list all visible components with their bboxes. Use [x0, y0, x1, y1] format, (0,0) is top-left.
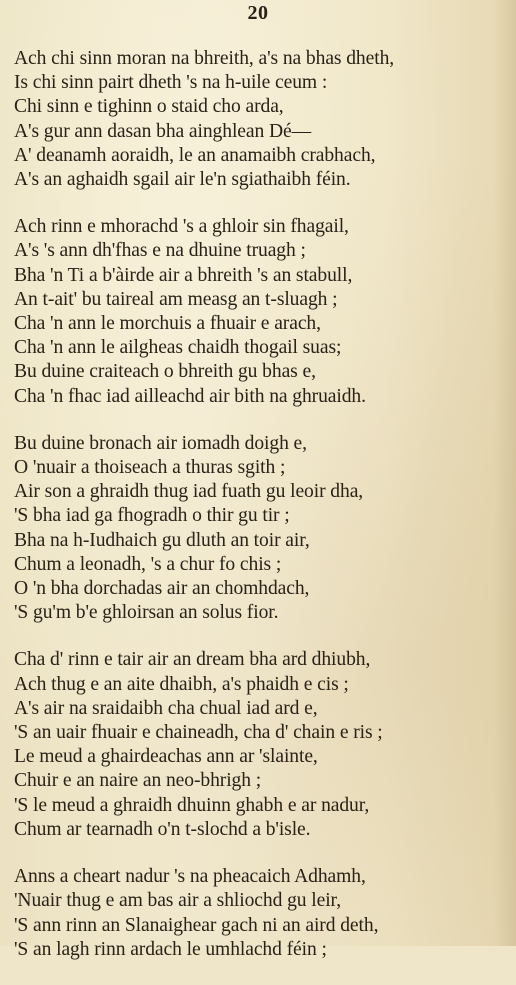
verse-line: A's 's ann dh'fhas e na dhuine truagh ;	[14, 240, 306, 262]
verse-line: 'S bha iad ga fhogradh o thir gu tir ;	[14, 505, 290, 527]
verse-line: 'S an lagh rinn ardach le umhlachd féin ;	[14, 938, 327, 960]
verse-line: Chuir e an naire an neo-bhrigh ;	[14, 770, 262, 792]
verse-line: Ach thug e an aite dhaibh, a's phaidh e cis ;	[14, 673, 349, 695]
verse-line: Cha 'n fhac iad ailleachd air bith na ghruaidh.	[14, 385, 366, 407]
stanza-2	[14, 215, 512, 409]
verse-line: An t-ait' bu taireal am measg an t-sluagh ;	[14, 288, 338, 310]
verse-line: A' deanamh aoraidh, le an anamaibh crabhach,	[14, 144, 376, 166]
verse-line: 'S le meud a ghraidh dhuinn ghabh e ar nadur,	[14, 794, 370, 816]
stanza-5	[14, 865, 512, 962]
verse-line: Chi sinn e tighinn o staid cho arda,	[14, 96, 284, 118]
verse-line: Bha na h-Iudhaich gu dluth an toir air,	[14, 529, 310, 551]
page-number: 20	[247, 2, 269, 24]
verse-line: Cha 'n ann le ailgheas chaidh thogail suas;	[14, 337, 342, 359]
verse-line: 'S ann rinn an Slanaighear gach ni an aird deth,	[14, 914, 379, 936]
verse-line: Bu duine bronach air iomadh doigh e,	[14, 432, 307, 454]
verse-line: O 'nuair a thoiseach a thuras sgith ;	[14, 457, 286, 479]
stanza-1	[14, 47, 512, 192]
verse-line: Anns a cheart nadur 's na pheacaich Adhamh,	[14, 866, 366, 888]
verse-line: Le meud a ghairdeachas ann ar 'slainte,	[14, 746, 318, 768]
verse-line: 'S gu'm b'e ghloirsan an solus fior.	[14, 602, 279, 624]
verse-line: Ach rinn e mhorachd 's a ghloir sin fhagail,	[14, 216, 349, 238]
verse-line: A's an aghaidh sgail air le'n sgiathaibh féin.	[14, 169, 351, 191]
verse-line: Cha 'n ann le morchuis a fhuair e arach,	[14, 313, 321, 335]
stanza-3	[14, 432, 512, 626]
verse-line: 'S an uair fhuair e chaineadh, cha d' chain e ris ;	[14, 722, 383, 744]
stanza-4	[14, 648, 512, 842]
verse-line: A's air na sraidaibh cha chual iad ard e,	[14, 697, 318, 719]
verse-line: 'Nuair thug e am bas air a shliochd gu leir,	[14, 890, 341, 912]
verse-line: A's gur ann dasan bha ainghlean Dé—	[14, 120, 312, 142]
verse-line: Bu duine craiteach o bhreith gu bhas e,	[14, 361, 316, 383]
verse-line: Chum a leonadh, 's a chur fo chis ;	[14, 553, 282, 575]
verse-line: Is chi sinn pairt dheth 's na h-uile ceum :	[14, 72, 328, 94]
verse-line: Air son a ghraidh thug iad fuath gu leoir dha,	[14, 481, 364, 503]
poem-body	[14, 47, 512, 985]
verse-line: Ach chi sinn moran na bhreith, a's na bhas dheth,	[14, 48, 395, 69]
verse-line: O 'n bha dorchadas air an chomhdach,	[14, 578, 310, 600]
verse-line: Cha d' rinn e tair air an dream bha ard dhiubh,	[14, 649, 371, 671]
verse-line: Chum ar tearnadh o'n t-slochd a b'isle.	[14, 818, 311, 840]
verse-line: Bha 'n Ti a b'àirde air a bhreith 's an stabull,	[14, 264, 353, 286]
